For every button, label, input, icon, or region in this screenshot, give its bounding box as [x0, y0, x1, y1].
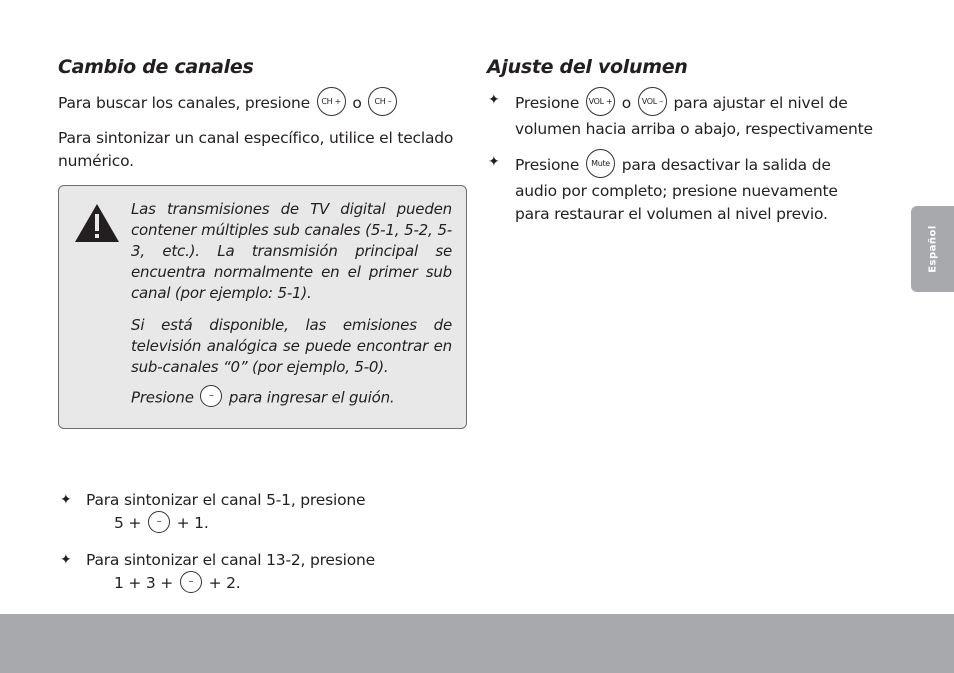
- ch-plus-button-icon: CH +: [317, 87, 346, 116]
- channel-search-text: Para buscar los canales, presione: [58, 94, 310, 112]
- note-paragraph-2: Si está disponible, las emisiones de televisión analógica se puede encontrar en sub-canales “0” (por ejemplo, 5-0).: [131, 316, 452, 376]
- note-paragraph-3: [131, 387, 452, 409]
- bullet-example-1-seq-after: + 1.: [176, 514, 209, 532]
- language-side-tab: [911, 206, 954, 292]
- volume-adjust-text: para ajustar el nivel de volumen hacia arriba o abajo, respectivamente: [515, 94, 873, 138]
- bullet-example-1-text: Para sintonizar el canal 5-1, presione: [86, 491, 366, 509]
- heading-cambio-canales: Cambio de canales: [58, 56, 254, 78]
- note-paragraph-1: Las transmisiones de TV digital pueden contener múltiples sub canales (5-1, 5-2, 5-3, etc.). La transmisión principal se encuentra normalmente en el primer sub canal (por ejemplo: 5-1).: [131, 200, 452, 302]
- bullet-example-1: [86, 489, 466, 535]
- vol-plus-button-icon: VOL +: [586, 87, 615, 116]
- bullet-icon: ✦: [60, 492, 72, 508]
- vol-minus-button-icon: VOL –: [638, 87, 667, 116]
- mute-button-icon: Mute: [586, 149, 615, 178]
- heading-ajuste-volumen: Ajuste del volumen: [487, 56, 688, 78]
- volume-press-text: Presione: [515, 94, 580, 112]
- or-text: o: [621, 94, 632, 112]
- page-footer-bar: [0, 614, 954, 673]
- channel-search-paragraph: [58, 89, 468, 118]
- bullet-example-2-seq-after: + 2.: [208, 574, 241, 592]
- or-text: o: [352, 94, 362, 112]
- warning-icon: [73, 202, 121, 244]
- note-press-text: Presione: [131, 388, 194, 407]
- ch-minus-button-icon: CH –: [368, 87, 397, 116]
- bullet-icon: ✦: [488, 92, 500, 108]
- volume-bullet: [515, 89, 895, 141]
- bullet-example-1-seq-before: 5 +: [114, 514, 142, 532]
- dash-button-icon: –: [148, 511, 170, 533]
- mute-description-text: para desactivar la salida de audio por completo; presione nuevamente para restaurar el volumen al nivel previo.: [515, 156, 838, 223]
- keypad-paragraph: Para sintonizar un canal específico, utilice el teclado numérico.: [58, 129, 454, 170]
- bullet-icon: ✦: [60, 552, 72, 568]
- bullet-example-2-text: Para sintonizar el canal 13-2, presione: [86, 551, 375, 569]
- bullet-example-2-seq-before: 1 + 3 +: [114, 574, 174, 592]
- note-dash-text: para ingresar el guión.: [228, 388, 395, 407]
- language-label: Español: [927, 225, 938, 273]
- warning-note-box: [58, 185, 467, 429]
- bullet-icon: ✦: [488, 154, 500, 170]
- dash-button-icon: –: [200, 385, 222, 407]
- bullet-example-2: [86, 549, 466, 595]
- mute-bullet: [515, 151, 875, 226]
- dash-button-icon: –: [180, 571, 202, 593]
- mute-press-text: Presione: [515, 156, 580, 174]
